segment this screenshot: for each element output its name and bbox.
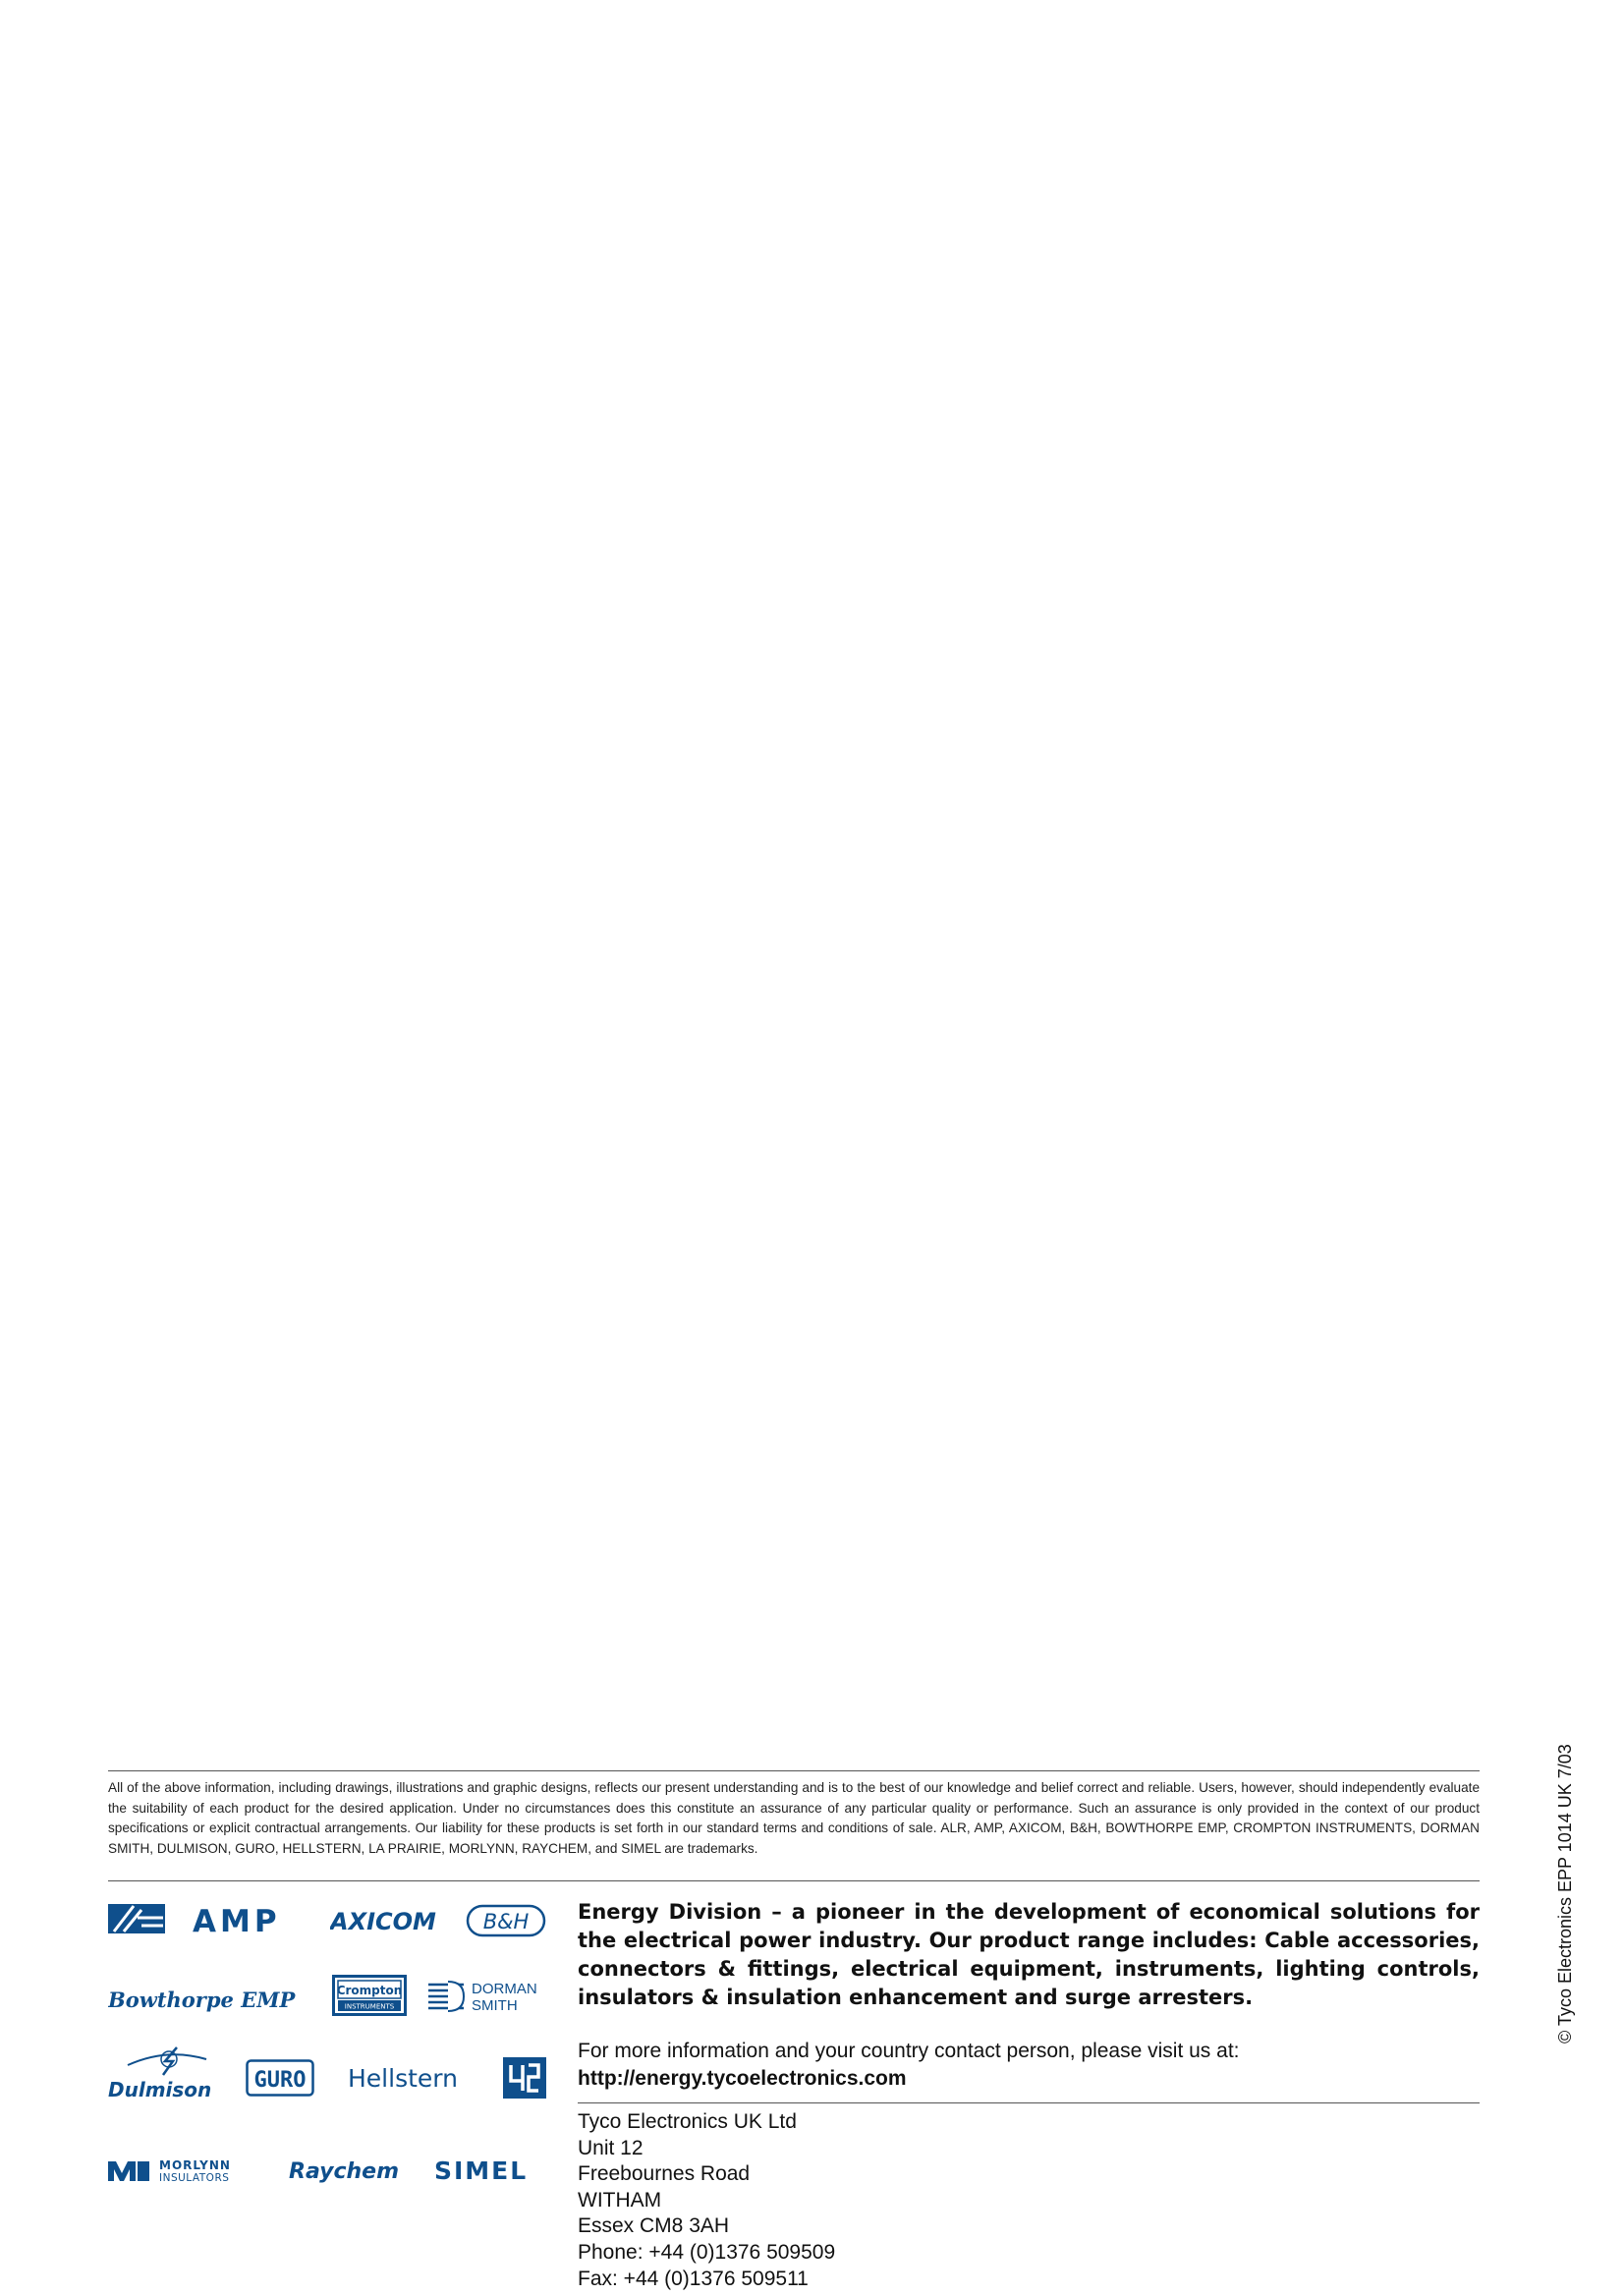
address-unit: Unit 12 <box>578 2136 644 2159</box>
morlynn-insulators-logo <box>108 2157 265 2183</box>
simel-logo <box>434 2154 550 2185</box>
address-town: WITHAM <box>578 2188 662 2212</box>
svg-text:Dulmison: Dulmison <box>108 2078 212 2101</box>
more-info <box>578 2038 1480 2093</box>
axicom-logo <box>330 1906 443 1935</box>
dulmison-logo <box>108 2042 226 2104</box>
address-rule <box>578 2102 1480 2103</box>
brand-logos <box>108 1896 550 2191</box>
disclaimer-rule <box>108 1880 1480 1881</box>
phone-number: Phone: +44 (0)1376 509509 <box>578 2240 836 2264</box>
svg-text:SMITH: SMITH <box>472 1997 518 2014</box>
bh-logo <box>466 1904 546 1937</box>
company-name: Tyco Electronics UK Ltd <box>578 2110 797 2133</box>
svg-text:DORMAN: DORMAN <box>472 1981 537 1997</box>
address-block <box>578 2109 971 2292</box>
alr-logo <box>108 1904 165 1933</box>
address-county-postcode: Essex CM8 3AH <box>578 2214 730 2238</box>
crompton-instruments-logo <box>332 1975 407 2016</box>
la-prairie-logo <box>503 2057 546 2099</box>
disclaimer: All of the above information, including drawings, illustrations and graphic designs, reflects our present understanding and is to the best of our knowledge and belief correct and reliable. Users, however, should independently evaluate the suitability of each product for the desired application. Under no circumstances does this constitute an assurance of any particular quality or performance. Such an assurance is only provided in the context of our product specifications or explicit contractual arrangements. Our liability for these products is set forth in our standard terms and conditions of sale. ALR, AMP, AXICOM, B&H, BOWTHORPE EMP, CROMPTON INSTRUMENTS, DORMAN SMITH, DULMISON, GURO, HELLSTERN, LA PRAIRIE, MORLYNN, RAYCHEM, and SIMEL are trademarks. <box>108 1780 1480 1856</box>
more-info-text: For more information and your country contact person, please visit us at: <box>578 2040 1240 2062</box>
raychem-logo <box>289 2154 417 2185</box>
hellstern-logo <box>348 2059 474 2095</box>
svg-text:INSTRUMENTS: INSTRUMENTS <box>344 2002 395 2011</box>
website-link[interactable]: http://energy.tycoelectronics.com <box>578 2067 907 2090</box>
svg-text:AXICOM: AXICOM <box>330 1908 436 1935</box>
svg-text:GURO: GURO <box>253 2068 307 2093</box>
energy-division-intro: Energy Division – a pioneer in the development of economical solutions for the electrical power industry. Our product range includes: Cable accessories, connectors & fittings, electrical equipment, instruments, lighting controls, insulators & insulation enhancement and surge arresters. <box>578 1900 1480 2009</box>
address-street: Freebournes Road <box>578 2162 751 2186</box>
fax-number: Fax: +44 (0)1376 509511 <box>578 2267 809 2290</box>
svg-text:Raychem: Raychem <box>289 2159 399 2184</box>
svg-text:B&H: B&H <box>482 1910 530 1933</box>
svg-text:Crompton: Crompton <box>336 1984 403 1997</box>
amp-logo <box>193 1904 310 1937</box>
svg-text:MORLYNN: MORLYNN <box>159 2158 231 2172</box>
svg-text:AMP: AMP <box>193 1904 281 1937</box>
top-rule <box>108 1770 1480 1771</box>
svg-text:SIMEL: SIMEL <box>434 2156 529 2185</box>
dorman-smith-logo <box>428 1979 550 2014</box>
svg-text:Bowthorpe EMP: Bowthorpe EMP <box>108 1988 296 2012</box>
svg-text:INSULATORS: INSULATORS <box>159 2172 230 2183</box>
copyright-notice: © Tyco Electronics EPP 1014 UK 7/03 <box>1555 1744 1575 2044</box>
bowthorpe-emp-logo <box>108 1983 314 2014</box>
guro-logo <box>246 2059 314 2097</box>
svg-text:Hellstern: Hellstern <box>348 2064 458 2093</box>
